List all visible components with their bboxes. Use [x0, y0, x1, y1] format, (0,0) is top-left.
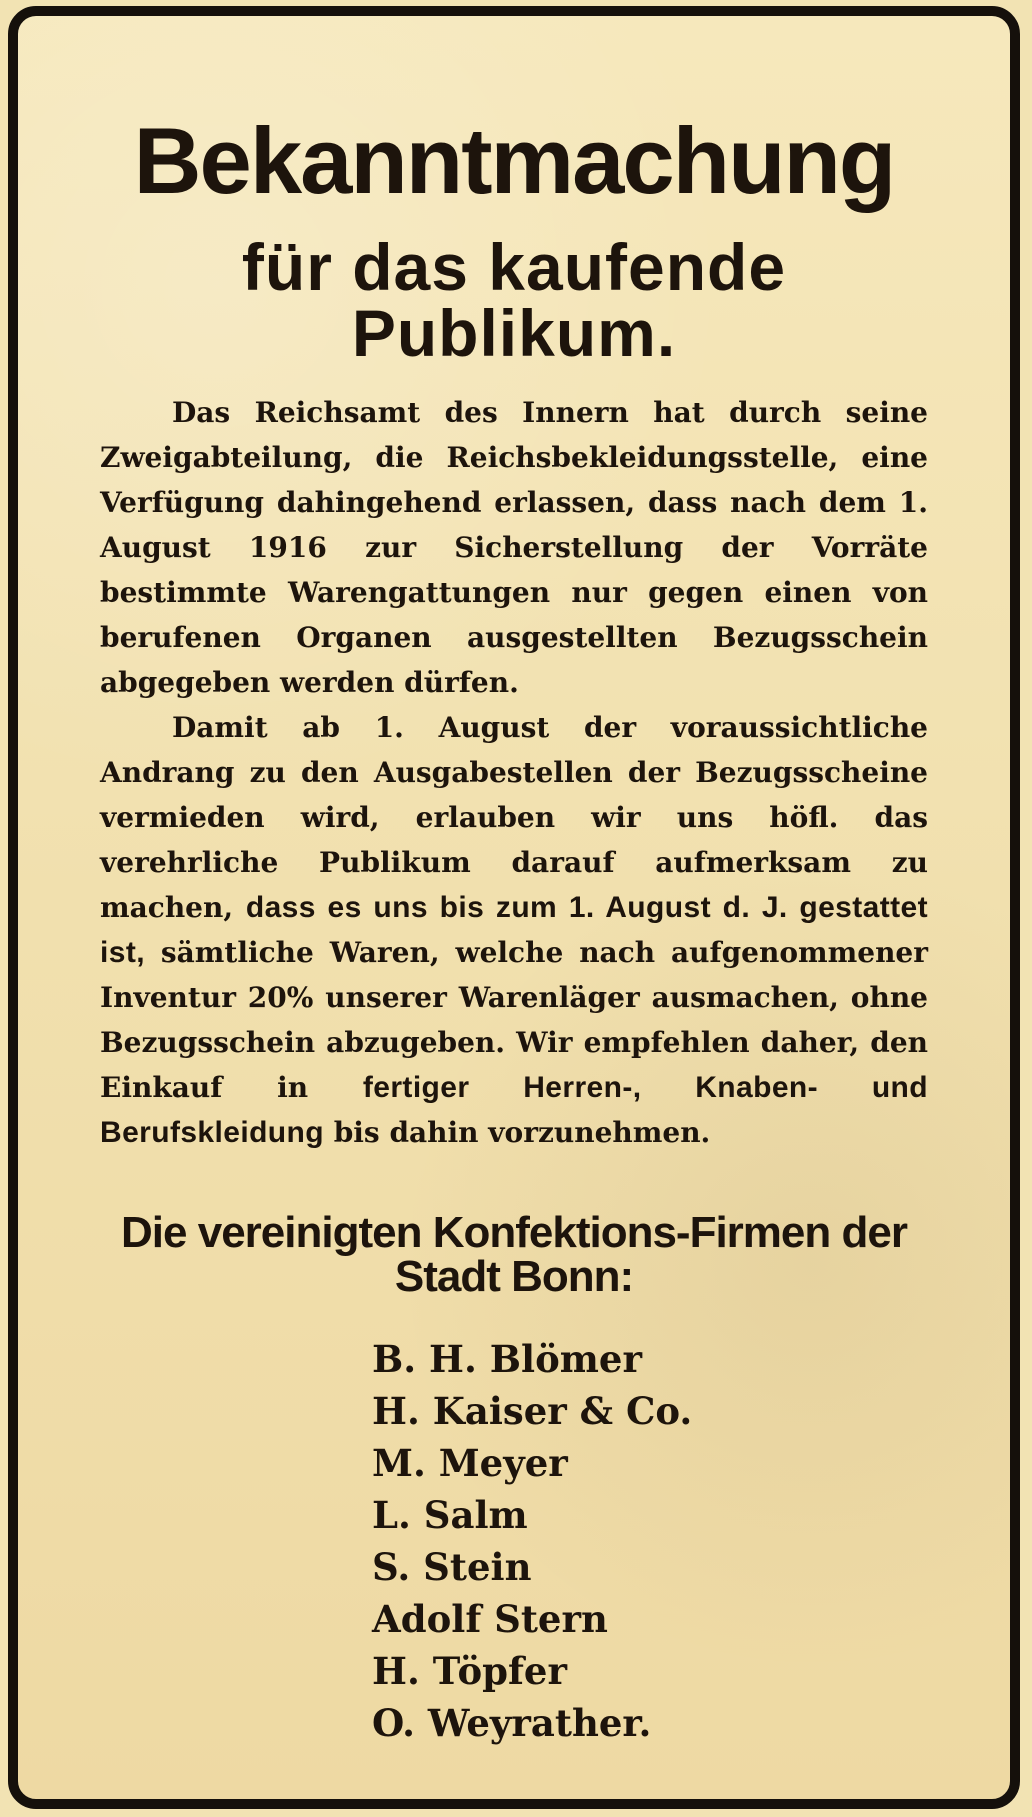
firms-heading: Die vereinigten Konfektions-Firmen der Stadt Bonn: — [121, 1208, 907, 1301]
firm-item: B. H. Blömer — [372, 1337, 642, 1381]
firm-item: Adolf Stern — [372, 1597, 608, 1641]
page-subtitle: für das kaufende Publikum. — [241, 230, 787, 370]
firm-item: O. Weyrather. — [372, 1701, 652, 1745]
firm-item: S. Stein — [372, 1545, 532, 1589]
firms-list — [372, 1333, 928, 1749]
firm-item: H. Kaiser & Co. — [372, 1389, 693, 1433]
paragraph-2-part-a: Damit ab 1. August der voraussichtliche Andrang zu den Ausgabestellen der Bezugsscheine vermieden wird, erlauben wir uns höfl. das verehrliche Publikum darauf aufmerksam zu machen, — [100, 711, 928, 924]
paragraph-2-emphasis-2: fertiger Herren-, Knaben- und Berufskleidung — [100, 1071, 928, 1149]
paragraph-2-part-c: sämtliche Waren, welche nach aufgenommener Inventur 20% unserer Warenläger ausmachen, ohne Bezugsschein abzugeben. Wir empfehlen daher, den Einkauf in — [100, 936, 928, 1104]
paragraph-1: Das Reichsamt des Innern hat durch seine Zweigabteilung, die Reichsbekleidungsstelle, eine Verfügung dahingehend erlassen, dass nach dem 1. August 1916 zur Sicherstellung der Vorräte bestimmte Warengattungen nur gegen einen von berufenen Organen ausgestellten Bezugsschein abgegeben werden dürfen. — [100, 396, 928, 699]
notice-content — [18, 16, 1010, 1799]
page-title: Bekanntmachung — [133, 108, 895, 213]
firm-item: M. Meyer — [372, 1441, 568, 1485]
paragraph-2 — [100, 705, 928, 1155]
firm-item: L. Salm — [372, 1493, 528, 1537]
paragraph-2-emphasis-1: dass es uns bis zum 1. August d. J. gestattet ist, — [100, 891, 929, 969]
notice-frame — [8, 6, 1020, 1809]
firm-item: H. Töpfer — [372, 1649, 567, 1693]
paragraph-2-part-e: bis dahin vorzunehmen. — [333, 1116, 711, 1149]
